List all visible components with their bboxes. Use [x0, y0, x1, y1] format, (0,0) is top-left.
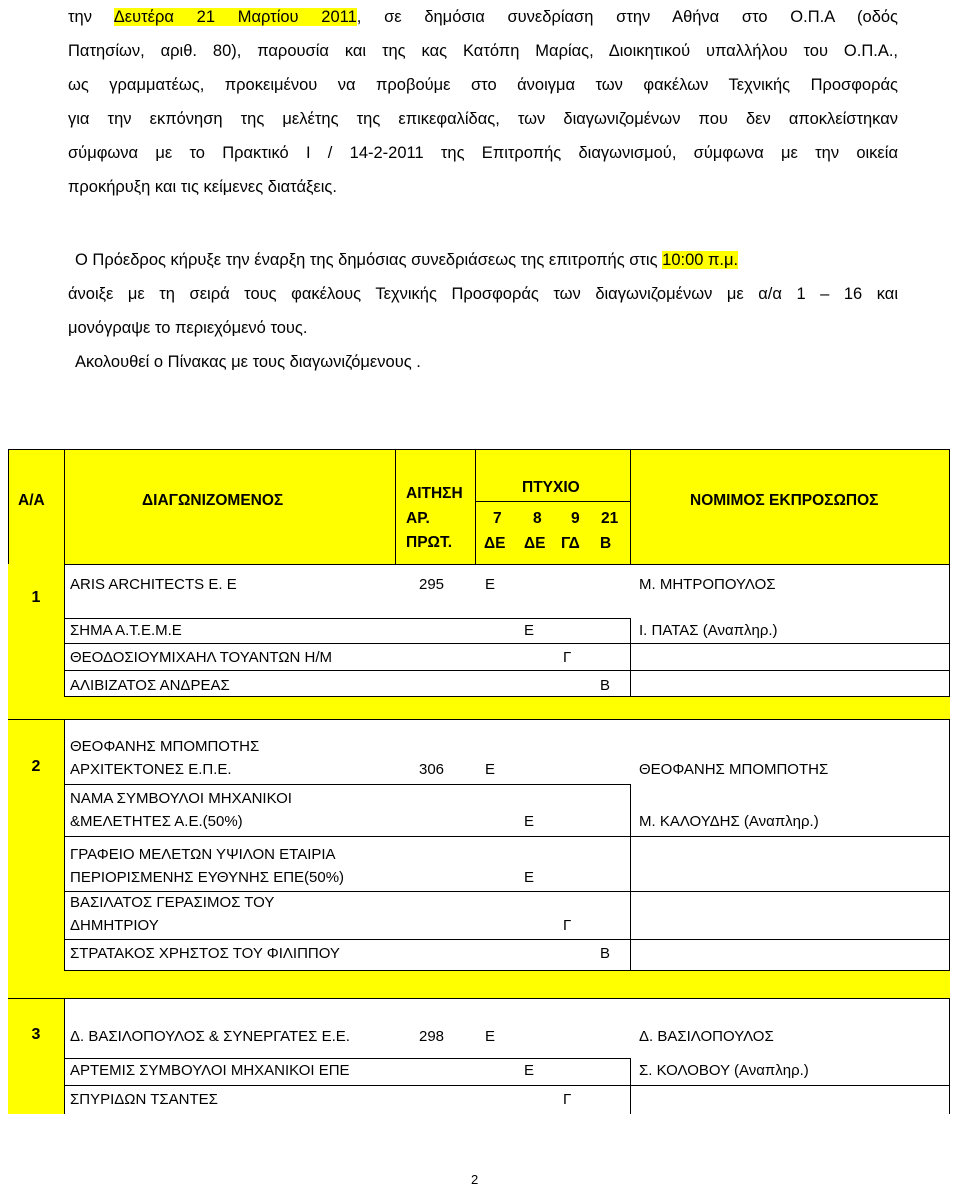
header-aa: Α/Α: [18, 492, 45, 509]
table-row-name: ΝΑΜΑ ΣΥΜΒΟΥΛΟΙ ΜΗΧΑΝΙΚΟΙ: [70, 790, 292, 807]
session-line-2: άνοιξε με τη σειρά τους φακέλους Τεχνικής Προσφοράς των διαγωνιζομένων με α/α 1 – 16 και: [68, 285, 898, 303]
table-row-rep: Ι. ΠΑΤΑΣ (Αναπληρ.): [639, 622, 778, 639]
contestants-table: [8, 449, 950, 1114]
table-row-rep: ΘΕΟΦΑΝΗΣ ΜΠΟΜΠΟΤΗΣ: [639, 761, 829, 778]
header-contestant: ΔΙΑΓΩΝΙΖΟΜΕΝΟΣ: [142, 492, 284, 509]
table-row-name: ΑΛΙΒΙΖΑΤΟΣ ΑΝΔΡΕΑΣ: [70, 677, 230, 694]
intro-line-4: για την εκπόνηση της μελέτης της επικεφαλίδας, των διαγωνιζομένων που δεν αποκλείστηκαν: [68, 110, 898, 128]
table-row-name: ΑΡΧΙΤΕΚΤΟΝΕΣ Ε.Π.Ε.: [70, 761, 232, 778]
header-application: ΑΙΤΗΣΗ: [406, 485, 463, 502]
table-row-c9: Γ: [563, 917, 572, 934]
header-degree: ΠΤΥΧΙΟ: [522, 479, 580, 496]
table-row-name: ΘΕΟΦΑΝΗΣ ΜΠΟΜΠΟΤΗΣ: [70, 738, 260, 755]
group-label-3: 3: [8, 999, 65, 1114]
table-row-name: ΣΠΥΡΙΔΩΝ ΤΣΑΝΤΕΣ: [70, 1091, 218, 1108]
deg-col-7: 7: [493, 510, 502, 527]
time-highlight: 10:00 π.μ.: [662, 251, 739, 269]
table-row-name: ΣΤΡΑΤΑΚΟΣ ΧΡΗΣΤΟΣ ΤΟΥ ΦΙΛΙΠΠΟΥ: [70, 945, 340, 962]
table-row-c9: Γ: [563, 649, 572, 666]
table-row-c9: Γ: [563, 1091, 572, 1108]
table-row-c8: Ε: [524, 869, 535, 886]
header-app-no: ΑΡ.: [406, 510, 430, 527]
table-row-c21: Β: [600, 945, 611, 962]
table-row-c8: Ε: [524, 622, 535, 639]
table-row-prot: 295: [419, 576, 445, 593]
page-number: 2: [471, 1172, 479, 1187]
intro-line-3: ως γραμματέως, προκειμένου να προβούμε στο άνοιγμα των φακέλων Τεχνικής Προσφοράς: [68, 76, 898, 94]
intro-line-2: Πατησίων, αριθ. 80), παρουσία και της κας Κατόπη Μαρίας, Διοικητικού υπαλλήλου του Ο.Π.Α.,: [68, 42, 898, 60]
table-row-c8: Ε: [524, 1062, 535, 1079]
intro-paragraph: [68, 0, 898, 204]
table-row-name: ΔΗΜΗΤΡΙΟΥ: [70, 917, 159, 934]
deg-col-9: 9: [571, 510, 580, 527]
session-line-1: Ο Πρόεδρος κήρυξε την έναρξη της δημόσιας συνεδριάσεως της επιτροπής στις 10:00 π.μ.: [75, 251, 739, 269]
table-row-rep: Δ. ΒΑΣΙΛΟΠΟΥΛΟΣ: [639, 1028, 774, 1045]
session-line-4: Ακολουθεί ο Πίνακας με τους διαγωνιζόμενους .: [75, 353, 421, 371]
table-row-rep: Μ. ΚΑΛΟΥΔΗΣ (Αναπληρ.): [639, 813, 819, 830]
table-row-name: ΘΕΟΔΟΣΙΟΥΜΙΧΑΗΛ ΤΟΥΑΝΤΩΝ Η/Μ: [70, 649, 333, 666]
date-highlight: Δευτέρα 21 Μαρτίου 2011: [113, 8, 357, 26]
intro-line-5: σύμφωνα με το Πρακτικό Ι / 14-2-2011 της Επιτροπής διαγωνισμού, σύμφωνα με την οικεία: [68, 144, 898, 162]
table-row-name: ΓΡΑΦΕΙΟ ΜΕΛΕΤΩΝ ΥΨΙΛΟΝ ΕΤΑΙΡΙΑ: [70, 846, 336, 863]
session-paragraph: [68, 243, 898, 379]
group-label-2: 2: [8, 720, 65, 998]
deg-col-21: 21: [601, 510, 619, 527]
header-representative: ΝΟΜΙΜΟΣ ΕΚΠΡΟΣΩΠΟΣ: [690, 492, 879, 509]
intro-line-1: την Δευτέρα 21 Μαρτίου 2011, σε δημόσια συνεδρίαση στην Αθήνα στο Ο.Π.Α (οδός: [68, 8, 899, 26]
table-row-prot: 298: [419, 1028, 445, 1045]
intro-line-6: προκήρυξη και τις κείμενες διατάξεις.: [68, 178, 337, 196]
table-row-c8: Ε: [524, 813, 535, 830]
table-row-name: ARIS ARCHITECTS Ε. Ε: [70, 576, 237, 593]
table-row-name: ΠΕΡΙΟΡΙΣΜΕΝΗΣ ΕΥΘΥΝΗΣ ΕΠΕ(50%): [70, 869, 345, 886]
table-row-c21: Β: [600, 677, 611, 694]
table-row-name: ΑΡΤΕΜΙΣ ΣΥΜΒΟΥΛΟΙ ΜΗΧΑΝΙΚΟΙ ΕΠΕ: [70, 1062, 350, 1079]
table-header: [8, 449, 950, 565]
deg-class-gd: ΓΔ: [561, 535, 580, 552]
table-row-name: &ΜΕΛΕΤΗΤΕΣ Α.Ε.(50%): [70, 813, 243, 830]
deg-class-de-1: ΔΕ: [484, 535, 506, 552]
table-row-name: ΣΗΜΑ Α.Τ.Ε.Μ.Ε: [70, 622, 182, 639]
group-separator: [64, 971, 950, 998]
table-row-c7: Ε: [485, 761, 496, 778]
group-label-1: 1: [8, 564, 65, 734]
table-row-rep: Σ. ΚΟΛΟΒΟΥ (Αναπληρ.): [639, 1062, 809, 1079]
group-separator: [64, 697, 950, 719]
table-row-name: Δ. ΒΑΣΙΛΟΠΟΥΛΟΣ & ΣΥΝΕΡΓΑΤΕΣ Ε.Ε.: [70, 1028, 350, 1045]
table-row-c7: Ε: [485, 1028, 496, 1045]
deg-class-de-2: ΔΕ: [524, 535, 546, 552]
session-line-3: μονόγραψε το περιεχόμενό τους.: [68, 319, 308, 337]
table-row-c7: Ε: [485, 576, 496, 593]
table-row-prot: 306: [419, 761, 445, 778]
table-row-name: ΒΑΣΙΛΑΤΟΣ ΓΕΡΑΣΙΜΟΣ ΤΟΥ: [70, 894, 275, 911]
header-app-prot: ΠΡΩΤ.: [406, 534, 453, 551]
deg-class-b: Β: [600, 535, 612, 552]
table-row-rep: Μ. ΜΗΤΡΟΠΟΥΛΟΣ: [639, 576, 776, 593]
deg-col-8: 8: [533, 510, 542, 527]
